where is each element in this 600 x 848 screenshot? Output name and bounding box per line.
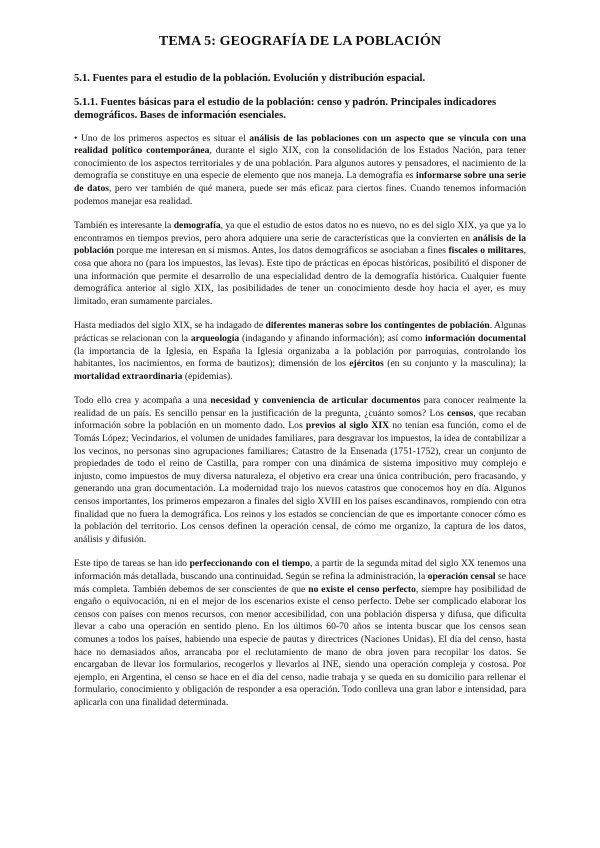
text-run: Este tipo de tareas se han ido: [74, 558, 190, 570]
bold-term: previos al siglo XIX: [305, 420, 390, 432]
subsection-heading: 5.1.1. Fuentes básicas para el estudio de la población: censo y padrón. Principales indicadores demográficos. Bases de información esenciales.: [74, 97, 497, 121]
text-run: (en su conjunto y la masculina); la: [383, 358, 526, 370]
paragraph-4: [74, 395, 526, 546]
bold-term: informarse sobre una serie de datos: [74, 170, 526, 194]
bold-term: no existe el censo perfecto: [308, 583, 416, 595]
bold-term: operación censal: [427, 571, 496, 582]
text-run: , a partir de la segunda mitad del siglo XX tenemos una información más detallada, buscando una continuidad. Según se refina la administración, la: [74, 558, 526, 582]
bold-term: ejércitos: [349, 358, 384, 370]
bold-term: censos: [447, 407, 474, 419]
document-title: TEMA 5: GEOGRAFÍA DE LA POBLACIÓN: [158, 34, 442, 49]
paragraph-5: [74, 558, 526, 709]
text-run: , siempre hay posibilidad de engaño o equivocación, ni en el mejor de los escenarios existe el censo perfecto. Debe ser complicado elaborar los censos con países con menos recursos, con menor accesibilidad, con una población dispersa y difusa, que dificulta llevar a cabo una operación en sentido pleno. En los últimos 60-70 años se intenta buscar que los censos sean comunes a todos los países, habiendo una especie de pautas y directrices (Naciones Unidas). El día del censo, hasta hace no demasiados años, arrancaba por el reclutamiento de mano de obra joven para recopilar los datos. Se encargaban de llevar los formularios, recogerlos y llevarlos al INE, siendo una operación compleja y costosa. Por ejemplo, en Argentina, el censo se hace en el día del censo, nadie trabaja y se queda en su domicilio para rellenar el formulario, conocimiento y obligación de responder a esa operación. Todo conlleva una gran labor e intensidad, para aplicarla con una finalidad determinada.: [74, 583, 526, 708]
text-run: se hace más completa. También debemos de ser conscientes de que: [74, 571, 526, 595]
text-run: para conocer realmente la realidad de un país. Es sencillo pensar en la justificación de la pregunta, ¿cuánto somos? Los: [74, 395, 526, 419]
bold-term: mortalidad extraordinaria: [74, 370, 183, 382]
bold-term: análisis de las poblaciones con un aspecto que se vincula con una realidad político contemporánea: [74, 132, 526, 157]
text-run: . Algunas prácticas se relacionan con la: [74, 320, 527, 344]
text-run: Todo ello crea y acompaña a una: [74, 395, 211, 407]
paragraph-3: [74, 320, 526, 383]
text-run: , que recaban información sobre la población en un momento dado. Los: [74, 407, 526, 432]
text-run: , durante el siglo XIX, con la consolidación de los Estados Nación, para tener conocimiento de los aspectos territoriales y de una población. Para algunos autores y pensadores, el nacimiento de la demografía se constituye en una especie de elemento que nos maneja. La demografía es: [74, 145, 526, 182]
bold-term: demografía: [173, 220, 221, 232]
text-run: • Uno de los primeros aspectos es situar el: [74, 132, 250, 144]
section-heading: 5.1. Fuentes para el estudio de la población. Evolución y distribución espacial.: [74, 73, 426, 84]
bold-term: necesidad y conveniencia de articular documentos: [210, 395, 421, 407]
text-run: También es interesante la: [74, 220, 174, 232]
bold-term: arqueología: [190, 332, 240, 344]
text-run: , cosa que ahora no (para los impuestos, las levas). Este tipo de prácticas en épocas históricas, posibilitó el disponer de una información que permite el desarrollo de una especialidad dentro de la demografía histórica. Cualquier fuente demográfica anterior al siglo XIX, las posibilidades de tener un conocimiento desde hoy hacia el ayer, es muy limitado, eran sumamente parciales.: [74, 245, 526, 307]
paragraph-2: [74, 220, 526, 308]
text-run: (indagando y afinando información); así como: [239, 332, 426, 344]
bold-term: perfeccionando con el tiempo: [189, 558, 310, 570]
bold-term: análisis de la población: [74, 232, 527, 257]
text-run: no tenían esa función, como el de Tomás López; Vecindarios, el volumen de unidades familiares, para desgravar los impuestos, la idea de contabilizar a los vecinos, no personas sino agrupaciones familiares; Catastro de la Ensenada (1751-1752), crear un conjunto de propiedades de todo el reino de Castilla, para romper con una dinámica de sistema impositivo muy complejo e injusto, como impuestos de muy diversa naturaleza, el objetivo era crear una única contribución, pero fracasando, y generando una gran documentación. La modernidad trajo los nuevos catastros que conocemos hoy en día. Algunos censos importantes, los primeros empezaron a finales del siglo XVIII en los países escandinavos, rompiendo con otra finalidad que no fuera la demográfica. Los reinos y los estados se conciencian de que es importante conocer cómo es la población del territorio. Los censos definen la operación censal, de cómo me organizo, la captura de los datos, análisis y difusión.: [74, 420, 526, 545]
paragraph-1: [74, 133, 526, 209]
bold-term: información documental: [425, 332, 526, 344]
text-run: , ya que el estudio de estos datos no es nuevo, no es del siglo XIX, ya que ya lo encontramos en tiempos previos, pero ahora adquiere una serie de características que la convierten en: [74, 220, 526, 244]
text-run: porque me interesan en sí mismos. Antes, los datos demográficos se asociaban a fines: [114, 245, 449, 257]
bold-term: diferentes maneras sobre los contingentes de población: [265, 320, 490, 332]
text-run: (epidemias).: [182, 370, 233, 382]
text-run: (la importancia de la Iglesia, en España la Iglesia organizaba a la población por parroquias, controlando los habitantes, los nacimientos, en forma de bautizos); dimensión de los: [74, 345, 526, 370]
text-run: Hasta mediados del siglo XIX, se ha indagado de: [74, 320, 266, 332]
text-run: , pero ver también de qué manera, puede ser más eficaz para ciertos fines. Cuando tenemos información podemos manejar esa realidad.: [74, 182, 526, 207]
bold-term: fiscales o militares: [448, 245, 524, 257]
